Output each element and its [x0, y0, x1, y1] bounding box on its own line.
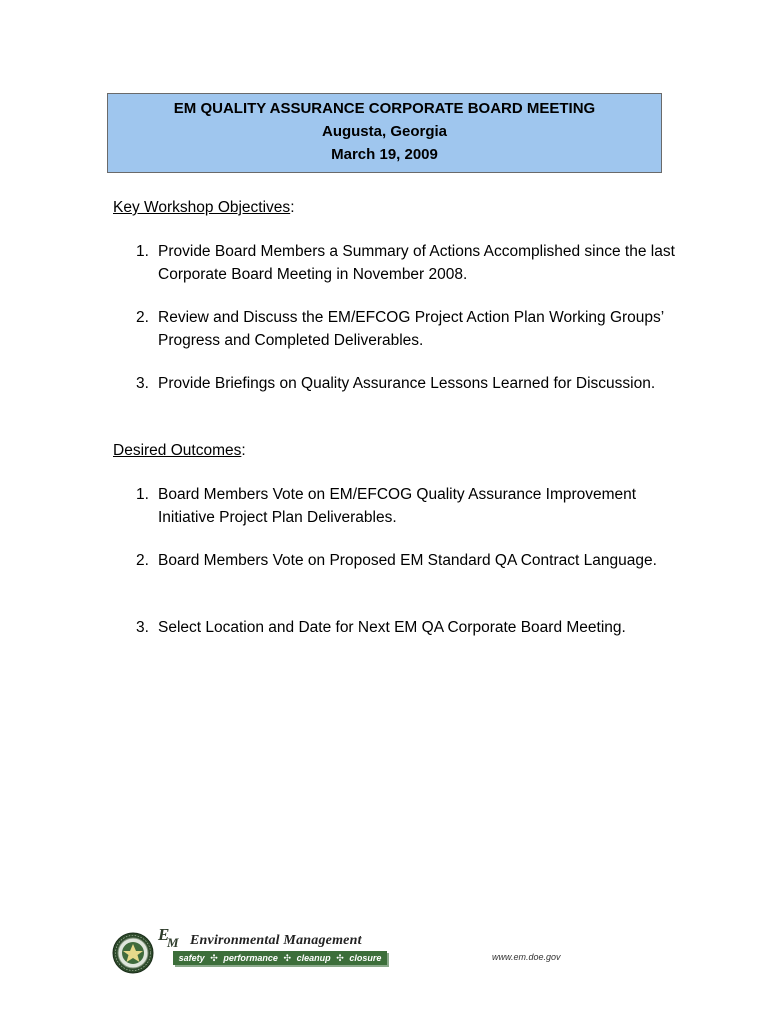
tagline-separator-icon: ✣	[283, 953, 292, 963]
meeting-header	[107, 93, 662, 173]
objective-item-1	[136, 241, 676, 286]
outcome-number: 1.	[136, 486, 149, 503]
meeting-location: Augusta, Georgia	[321, 123, 448, 140]
outcome-text: Board Members Vote on EM/EFCOG Quality Assurance Improvement Initiative Project Plan Deliverables.	[158, 486, 637, 526]
objective-number: 1.	[136, 243, 149, 260]
tagline-word: cleanup	[296, 953, 331, 963]
tagline-separator-icon: ✣	[336, 953, 344, 963]
doe-seal-icon	[112, 932, 154, 974]
outcomes-heading-colon: :	[241, 442, 246, 459]
footer	[112, 925, 572, 975]
meeting-date: March 19, 2009	[331, 146, 438, 163]
em-logo-m: M	[167, 935, 179, 950]
footer-title: Environmental Management	[190, 933, 362, 948]
tagline-word: safety	[178, 953, 205, 963]
tagline-bar	[173, 951, 387, 965]
outcome-number: 2.	[136, 552, 149, 569]
objective-number: 3.	[136, 375, 149, 392]
em-logo-e: E	[158, 925, 170, 944]
outcome-item-2	[136, 550, 676, 573]
objectives-heading-text: Key Workshop Objectives	[113, 199, 291, 216]
outcome-number: 3.	[136, 619, 149, 636]
objectives-heading	[113, 197, 295, 219]
meeting-title: EM QUALITY ASSURANCE CORPORATE BOARD MEETING	[173, 100, 596, 117]
em-logo	[158, 925, 180, 953]
tagline-separator-icon: ✣	[210, 953, 218, 963]
outcomes-heading	[113, 440, 246, 462]
outcome-text: Select Location and Date for Next EM QA Corporate Board Meeting.	[158, 619, 626, 636]
objectives-heading-colon: :	[290, 199, 295, 216]
objective-text: Review and Discuss the EM/EFCOG Project Action Plan Working Groups’ Progress and Completed Deliverables.	[158, 309, 664, 349]
tagline-word: performance	[223, 953, 278, 963]
objective-number: 2.	[136, 309, 149, 326]
outcomes-heading-text: Desired Outcomes	[113, 442, 242, 459]
objective-item-2	[136, 307, 676, 352]
website-url[interactable]: www.em.doe.gov	[492, 952, 561, 962]
outcome-item-1	[136, 484, 676, 529]
objective-item-3	[136, 373, 676, 396]
objective-text: Provide Briefings on Quality Assurance Lessons Learned for Discussion.	[158, 375, 656, 392]
tagline-word: closure	[349, 953, 382, 963]
objective-text: Provide Board Members a Summary of Actions Accomplished since the last Corporate Board Meeting in November 2008.	[158, 243, 675, 283]
outcome-text: Board Members Vote on Proposed EM Standard QA Contract Language.	[158, 552, 657, 569]
outcome-item-3	[136, 617, 676, 640]
